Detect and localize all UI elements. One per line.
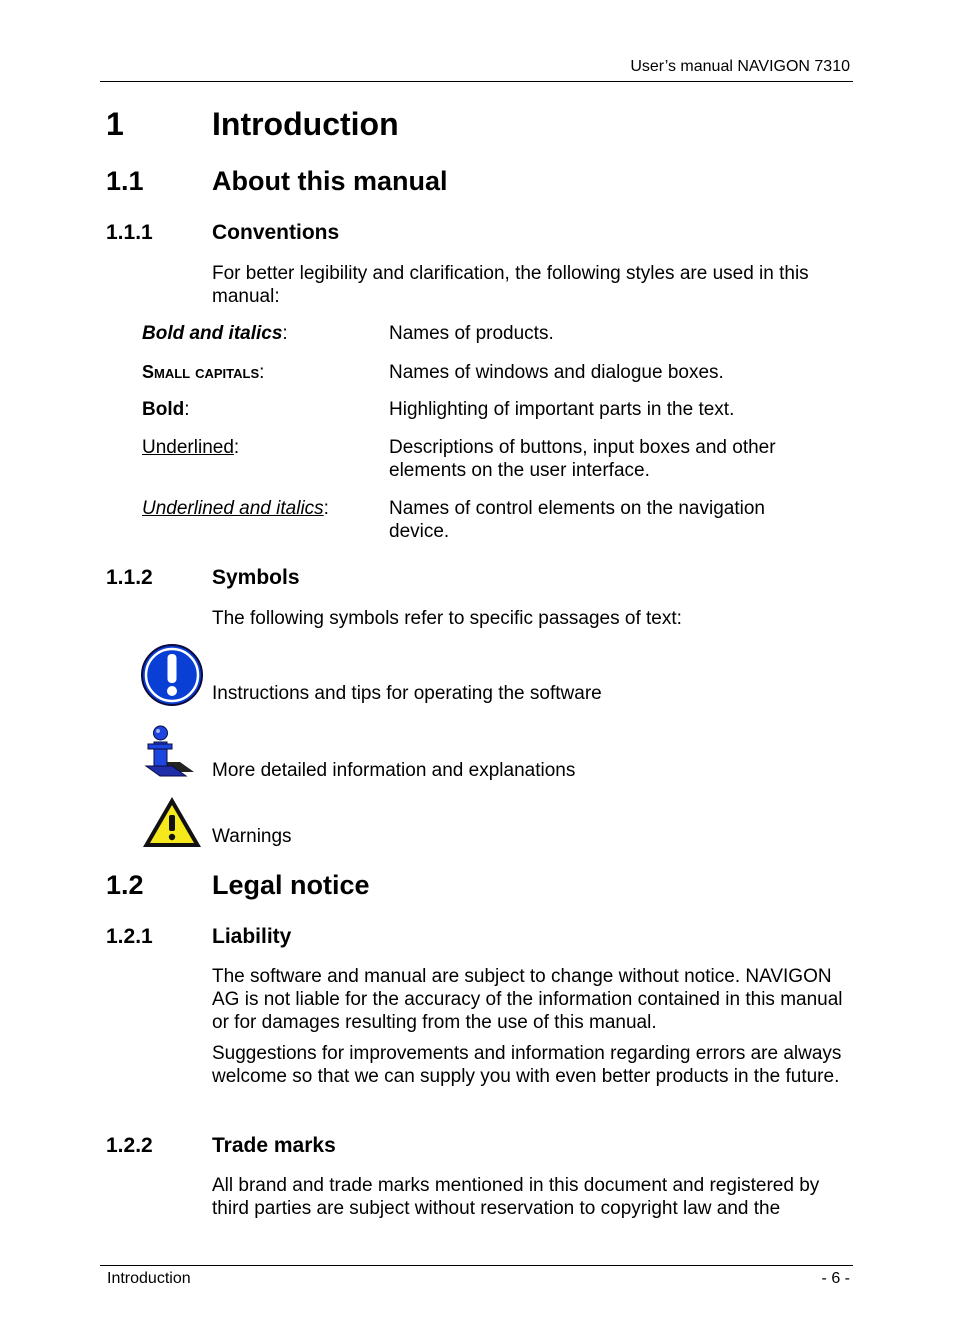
trademarks-paragraph: All brand and trade marks mentioned in this document and registered by third parties are subject without reservation to copyright law and the [212, 1175, 820, 1219]
convention-style-underlined-italic: Underlined and italics: [142, 498, 329, 519]
symbols-intro: The following symbols refer to specific passages of text: [212, 608, 682, 629]
chapter-number: 1 [106, 106, 124, 142]
convention-style-underlined: Underlined: [142, 437, 240, 458]
convention-desc: Names of windows and dialogue boxes. [389, 362, 724, 383]
section-number: 1.2 [106, 870, 144, 900]
liability-paragraph: The software and manual are subject to change without notice. NAVIGON AG is not liable for the accuracy of the information contained in this manual or for damages resulting from the use of this manual. [212, 966, 843, 1033]
section-title: Legal notice [212, 870, 370, 900]
subsection-number: 1.2.1 [106, 925, 153, 948]
header-title: User’s manual NAVIGON 7310 [630, 58, 850, 75]
subsection-title: Liability [212, 925, 292, 948]
subsection-title: Conventions [212, 221, 340, 244]
symbol-description: Warnings [212, 826, 292, 847]
warning-icon [141, 795, 203, 854]
exclamation-icon [140, 643, 204, 712]
convention-style-bold: Bold: [142, 399, 190, 420]
chapter-title: Introduction [212, 106, 399, 142]
symbol-description: More detailed information and explanations [212, 760, 576, 781]
info-person-icon [142, 722, 200, 787]
footer-chapter: Introduction [107, 1270, 191, 1287]
subsection-number: 1.2.2 [106, 1134, 153, 1157]
convention-style-bold-italic: Bold and italics: [142, 323, 288, 344]
subsection-title: Symbols [212, 566, 300, 589]
subsection-number: 1.1.1 [106, 221, 153, 244]
convention-desc: Names of products. [389, 323, 554, 344]
symbol-description: Instructions and tips for operating the software [212, 683, 602, 704]
liability-paragraph: Suggestions for improvements and information regarding errors are always welcome so that we can supply you with even better products in the future. [212, 1043, 842, 1087]
page-footer [100, 1265, 853, 1287]
conventions-intro: For better legibility and clarification, the following styles are used in this manual: [212, 263, 809, 307]
page-header [100, 57, 853, 82]
section-title: About this manual [212, 166, 448, 196]
section-number: 1.1 [106, 166, 144, 196]
convention-style-small-caps: Small capitals: [142, 362, 265, 383]
convention-desc: Highlighting of important parts in the text. [389, 399, 735, 420]
subsection-number: 1.1.2 [106, 566, 153, 589]
convention-desc: Descriptions of buttons, input boxes and other elements on the user interface. [389, 437, 776, 481]
page-number: - 6 - [821, 1270, 850, 1287]
convention-desc: Names of control elements on the navigation device. [389, 498, 765, 542]
subsection-title: Trade marks [212, 1134, 336, 1157]
